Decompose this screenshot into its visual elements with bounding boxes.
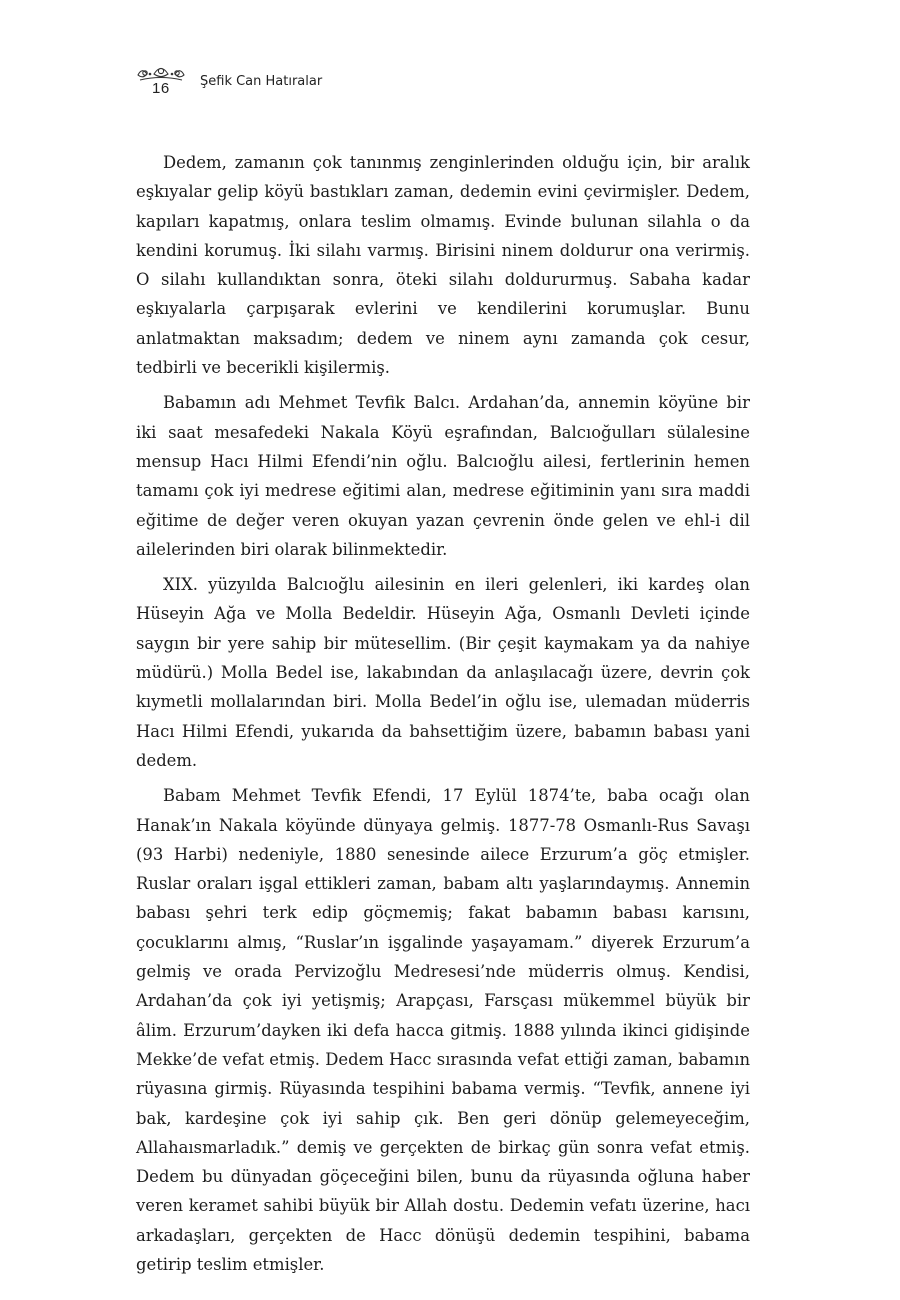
page-header [136,62,536,102]
running-title: Şefik Can Hatıralar [200,74,323,89]
paragraph: Babamın adı Mehmet Tevfik Balcı. Ardahan’da, annemin köyüne bir iki saat mesafedeki Nakala Köyü eşrafından, Balcıoğulları sülalesine mensup Hacı Hilmi Efendi’nin oğlu. Balcıoğlu ailesi, fertlerinin hemen tamamı çok iyi medrese eğitimi alan, medrese eğitiminin yanı sıra maddi eğitime de değer veren okuyan yazan çevrenin önde gelen ve ehl-i dil ailelerinden biri olarak bilinmektedir. [136,393,750,559]
paragraph: Dedem, zamanın çok tanınmış zenginlerinden olduğu için, bir aralık eşkıyalar gelip köyü bastıkları zaman, dedemin evini çevirmişler. Dedem, kapıları kapatmış, onlara teslim olmamış. Evinde bulunan silahla o da kendini korumuş. İki silahı varmış. Birisini ninem doldurur ona verirmiş. O silahı kullandıktan sonra, öteki silahı doldururmuş. Sabaha kadar eşkıyalarla çarpışarak evlerini ve kendilerini korumuşlar. Bunu anlatmaktan maksadım; dedem ve ninem aynı zamanda çok cesur, tedbirli ve becerikli kişilermiş. [136,153,750,378]
page-number: 16 [152,80,170,97]
text-body [136,148,750,1285]
paragraph: XIX. yüzyılda Balcıoğlu ailesinin en ileri gelenleri, iki kardeş olan Hüseyin Ağa ve Molla Bedeldir. Hüseyin Ağa, Osmanlı Devleti içinde saygın bir yere sahip bir mütesellim. (Bir çeşit kaymakam ya da nahiye müdürü.) Molla Bedel ise, lakabından da anlaşılacağı üzere, devrin çok kıymetli mollalarından biri. Molla Bedel’in oğlu ise, ulemadan müderris Hacı Hilmi Efendi, yukarıda da bahsettiğim üzere, babamın babası yani dedem. [136,575,750,770]
paragraph: Babam Mehmet Tevfik Efendi, 17 Eylül 1874’te, baba ocağı olan Hanak’ın Nakala köyünde dünyaya gelmiş. 1877-78 Osmanlı-Rus Savaşı (93 Harbi) nedeniyle, 1880 senesinde ailece Erzurum’a göç etmişler. Ruslar oraları işgal ettikleri zaman, babam altı yaşlarındaymış. Annemin babası şehri terk edip göçmemiş; fakat babamın babası karısını, çocuklarını almış, “Ruslar’ın işgalinde yaşayamam.” diyerek Erzurum’a gelmiş ve orada Pervizoğlu Medresesi’nde müderris olmuş. Kendisi, Ardahan’da çok iyi yetişmiş; Arapçası, Farsçası mükemmel büyük bir âlim. Erzurum’dayken iki defa hacca gitmiş. 1888 yılında ikinci gidişinde Mekke’de vefat etmiş. Dedem Hacc sırasında vefat ettiği zaman, babamın rüyasına girmiş. Rüyasında tespihini babama vermiş. “Tevfik, annene iyi bak, kardeşine çok iyi sahip çık. Ben geri dönüp gelemeyeceğim, Allahaısmarladık.” demiş ve gerçekten de birkaç gün sonra vefat etmiş. Dedem bu dünyadan göçeceğini bilen, bunu da rüyasında oğluna haber veren keramet sahibi büyük bir Allah dostu. Dedemin vefatı üzerine, hacı arkadaşları, gerçekten de Hacc dönüşü dedemin tespihini, babama getirip teslim etmişler. [136,786,750,1274]
